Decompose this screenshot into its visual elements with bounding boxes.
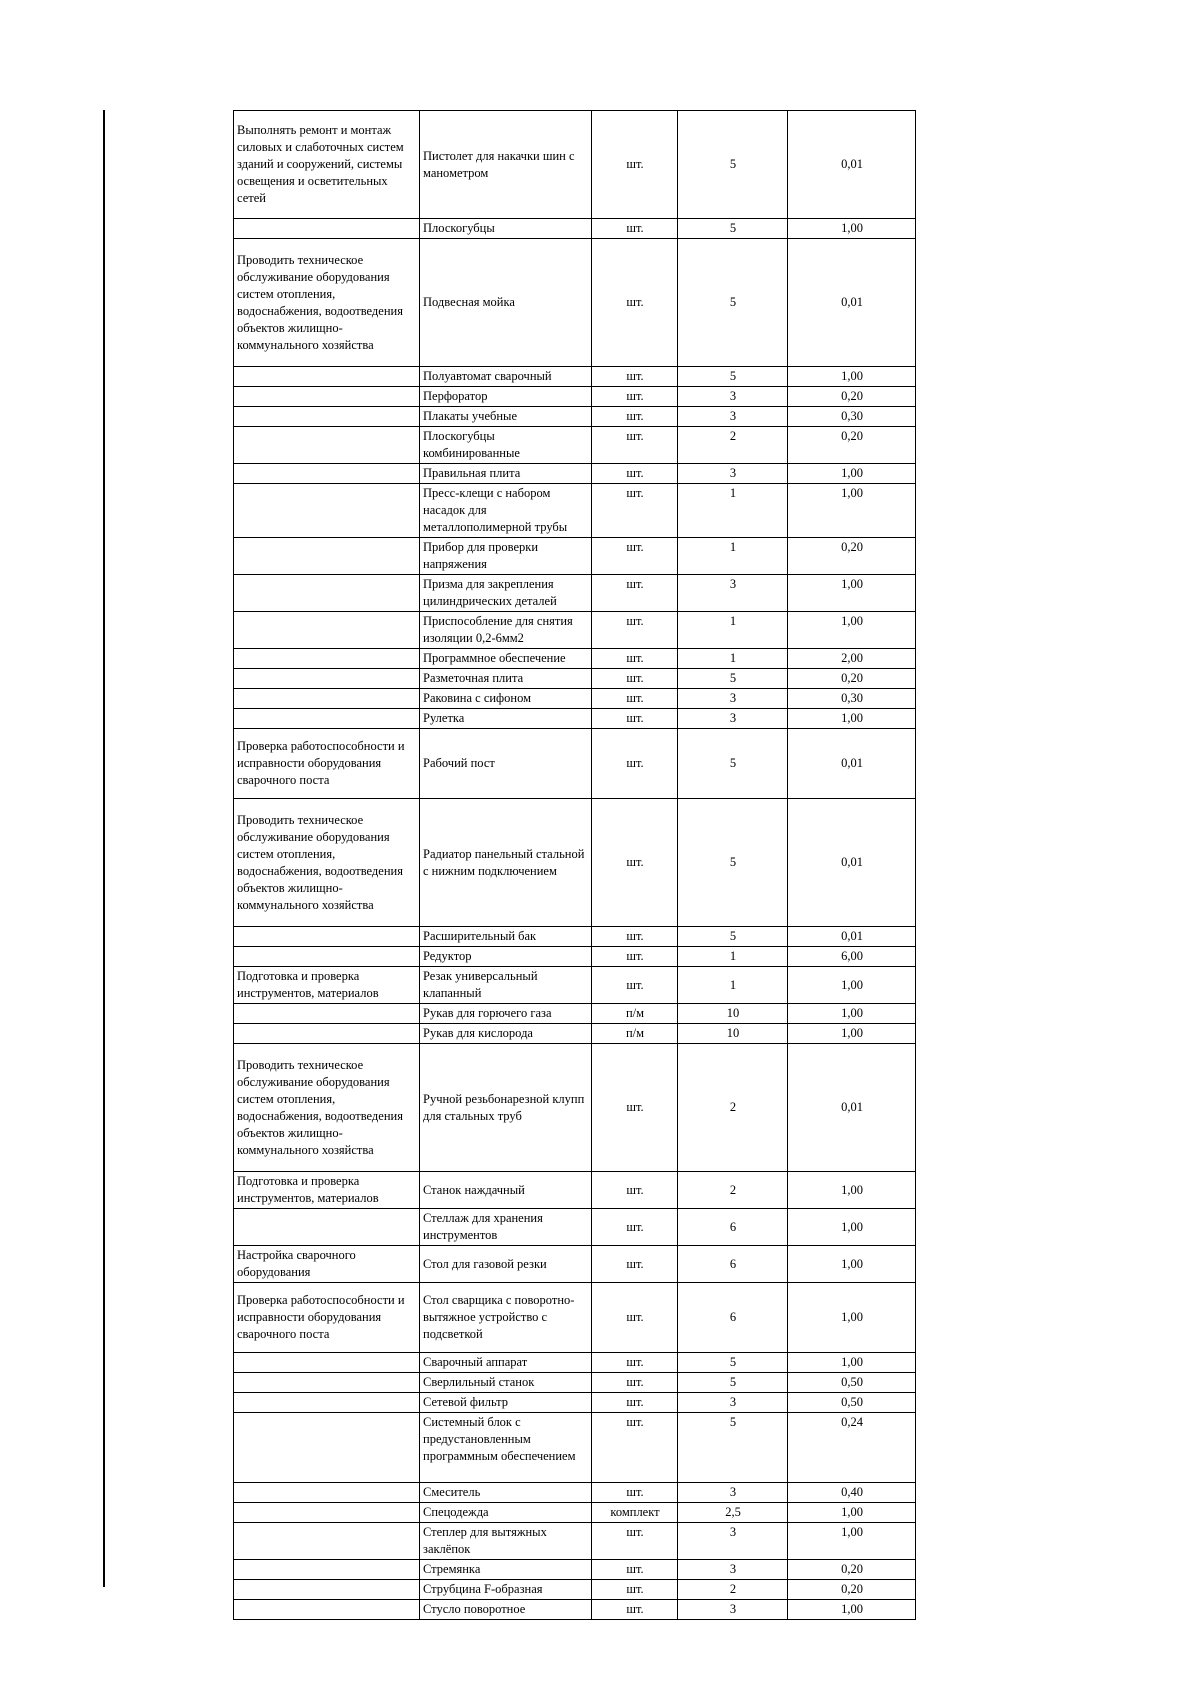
coefficient-cell: 1,00 bbox=[788, 1172, 916, 1209]
table-row bbox=[234, 239, 916, 367]
item-name-cell: Призма для закрепления цилиндрических деталей bbox=[420, 575, 592, 612]
item-name-cell: Стол для газовой резки bbox=[420, 1246, 592, 1283]
unit-cell: шт. bbox=[592, 709, 678, 729]
competency-cell bbox=[234, 1523, 420, 1560]
competency-text: Подготовка и проверка инструментов, материалов bbox=[237, 969, 379, 1000]
competency-cell bbox=[234, 1172, 420, 1209]
unit-cell: шт. bbox=[592, 464, 678, 484]
item-name-cell: Стол сварщика с поворотно-вытяжное устройство с подсветкой bbox=[420, 1283, 592, 1353]
competency-cell bbox=[234, 387, 420, 407]
item-name-cell: Стеллаж для хранения инструментов bbox=[420, 1209, 592, 1246]
quantity-cell: 3 bbox=[678, 689, 788, 709]
item-name-cell: Стремянка bbox=[420, 1560, 592, 1580]
coefficient-cell: 0,01 bbox=[788, 799, 916, 927]
unit-cell: шт. bbox=[592, 538, 678, 575]
item-name-cell: Плоскогубцы bbox=[420, 219, 592, 239]
unit-cell: шт. bbox=[592, 1413, 678, 1483]
item-name-cell: Пистолет для накачки шин с манометром bbox=[420, 111, 592, 219]
unit-cell: шт. bbox=[592, 669, 678, 689]
quantity-cell: 5 bbox=[678, 1373, 788, 1393]
quantity-cell: 1 bbox=[678, 967, 788, 1004]
unit-cell: шт. bbox=[592, 967, 678, 1004]
item-name-cell: Разметочная плита bbox=[420, 669, 592, 689]
unit-cell: шт. bbox=[592, 1353, 678, 1373]
unit-cell: шт. bbox=[592, 1283, 678, 1353]
quantity-cell: 1 bbox=[678, 484, 788, 538]
unit-cell: шт. bbox=[592, 1483, 678, 1503]
competency-cell bbox=[234, 367, 420, 387]
coefficient-cell: 1,00 bbox=[788, 967, 916, 1004]
competency-cell bbox=[234, 689, 420, 709]
item-name-cell: Подвесная мойка bbox=[420, 239, 592, 367]
item-name-cell: Правильная плита bbox=[420, 464, 592, 484]
competency-cell bbox=[234, 1373, 420, 1393]
coefficient-cell: 0,20 bbox=[788, 669, 916, 689]
coefficient-cell: 0,24 bbox=[788, 1413, 916, 1483]
competency-cell bbox=[234, 649, 420, 669]
competency-cell bbox=[234, 1024, 420, 1044]
item-name-cell: Системный блок с предустановленным программным обеспечением bbox=[420, 1413, 592, 1483]
table-row bbox=[234, 1413, 916, 1483]
unit-cell: шт. bbox=[592, 1523, 678, 1560]
table-row bbox=[234, 464, 916, 484]
item-name-cell: Рабочий пост bbox=[420, 729, 592, 799]
table-row bbox=[234, 967, 916, 1004]
quantity-cell: 5 bbox=[678, 669, 788, 689]
coefficient-cell: 1,00 bbox=[788, 367, 916, 387]
competency-cell bbox=[234, 239, 420, 367]
quantity-cell: 3 bbox=[678, 464, 788, 484]
coefficient-cell: 0,20 bbox=[788, 1580, 916, 1600]
quantity-cell: 5 bbox=[678, 927, 788, 947]
coefficient-cell: 1,00 bbox=[788, 575, 916, 612]
table-row bbox=[234, 612, 916, 649]
competency-text: Проводить техническое обслуживание оборудования систем отопления, водоснабжения, водоотведения объектов жилищно-коммунального хозяйства bbox=[237, 812, 403, 912]
competency-cell bbox=[234, 1413, 420, 1483]
competency-cell bbox=[234, 1246, 420, 1283]
item-name-cell: Пресс-клещи с набором насадок для металлополимерной трубы bbox=[420, 484, 592, 538]
competency-text: Проводить техническое обслуживание оборудования систем отопления, водоснабжения, водоотведения объектов жилищно-коммунального хозяйства bbox=[237, 252, 403, 352]
unit-cell: шт. bbox=[592, 219, 678, 239]
quantity-cell: 6 bbox=[678, 1209, 788, 1246]
competency-cell bbox=[234, 927, 420, 947]
coefficient-cell: 0,30 bbox=[788, 689, 916, 709]
coefficient-cell: 1,00 bbox=[788, 464, 916, 484]
unit-cell: шт. bbox=[592, 407, 678, 427]
unit-cell: шт. bbox=[592, 427, 678, 464]
quantity-cell: 5 bbox=[678, 219, 788, 239]
coefficient-cell: 0,20 bbox=[788, 1560, 916, 1580]
competency-cell bbox=[234, 709, 420, 729]
table-row bbox=[234, 669, 916, 689]
competency-text: Проверка работоспособности и исправности оборудования сварочного поста bbox=[237, 739, 405, 787]
unit-cell: шт. bbox=[592, 239, 678, 367]
quantity-cell: 1 bbox=[678, 649, 788, 669]
item-name-cell: Приспособление для снятия изоляции 0,2-6мм2 bbox=[420, 612, 592, 649]
table-row bbox=[234, 1172, 916, 1209]
unit-cell: шт. bbox=[592, 947, 678, 967]
competency-cell bbox=[234, 612, 420, 649]
table-row bbox=[234, 427, 916, 464]
quantity-cell: 5 bbox=[678, 729, 788, 799]
competency-cell bbox=[234, 1004, 420, 1024]
coefficient-cell: 0,20 bbox=[788, 538, 916, 575]
table-row bbox=[234, 1373, 916, 1393]
quantity-cell: 3 bbox=[678, 1600, 788, 1620]
competency-text: Настройка сварочного оборудования bbox=[237, 1248, 356, 1279]
competency-cell bbox=[234, 669, 420, 689]
coefficient-cell: 1,00 bbox=[788, 1353, 916, 1373]
quantity-cell: 2 bbox=[678, 1044, 788, 1172]
item-name-cell: Сверлильный станок bbox=[420, 1373, 592, 1393]
item-name-cell: Раковина с сифоном bbox=[420, 689, 592, 709]
table-row bbox=[234, 1600, 916, 1620]
item-name-cell: Сетевой фильтр bbox=[420, 1393, 592, 1413]
quantity-cell: 5 bbox=[678, 367, 788, 387]
unit-cell: шт. bbox=[592, 367, 678, 387]
table-row bbox=[234, 407, 916, 427]
coefficient-cell: 1,00 bbox=[788, 1523, 916, 1560]
item-name-cell: Ручной резьбонарезной клупп для стальных труб bbox=[420, 1044, 592, 1172]
table-row bbox=[234, 1560, 916, 1580]
item-name-cell: Рулетка bbox=[420, 709, 592, 729]
unit-cell: шт. bbox=[592, 1560, 678, 1580]
quantity-cell: 6 bbox=[678, 1246, 788, 1283]
quantity-cell: 3 bbox=[678, 1560, 788, 1580]
competency-cell bbox=[234, 1600, 420, 1620]
coefficient-cell: 0,50 bbox=[788, 1373, 916, 1393]
quantity-cell: 5 bbox=[678, 239, 788, 367]
competency-text: Проверка работоспособности и исправности оборудования сварочного поста bbox=[237, 1293, 405, 1341]
competency-text: Проводить техническое обслуживание оборудования систем отопления, водоснабжения, водоотведения объектов жилищно-коммунального хозяйства bbox=[237, 1057, 403, 1157]
quantity-cell: 5 bbox=[678, 111, 788, 219]
table-row bbox=[234, 1353, 916, 1373]
coefficient-cell: 1,00 bbox=[788, 1004, 916, 1024]
coefficient-cell: 0,20 bbox=[788, 387, 916, 407]
competency-cell bbox=[234, 1503, 420, 1523]
item-name-cell: Спецодежда bbox=[420, 1503, 592, 1523]
table-row bbox=[234, 1580, 916, 1600]
coefficient-cell: 2,00 bbox=[788, 649, 916, 669]
coefficient-cell: 1,00 bbox=[788, 1283, 916, 1353]
competency-cell bbox=[234, 1353, 420, 1373]
item-name-cell: Полуавтомат сварочный bbox=[420, 367, 592, 387]
unit-cell: шт. bbox=[592, 612, 678, 649]
quantity-cell: 3 bbox=[678, 387, 788, 407]
item-name-cell: Прибор для проверки напряжения bbox=[420, 538, 592, 575]
unit-cell: шт. bbox=[592, 1172, 678, 1209]
competency-cell bbox=[234, 484, 420, 538]
coefficient-cell: 1,00 bbox=[788, 1503, 916, 1523]
unit-cell: шт. bbox=[592, 1044, 678, 1172]
equipment-table bbox=[233, 110, 916, 1620]
competency-cell bbox=[234, 729, 420, 799]
table-row bbox=[234, 387, 916, 407]
quantity-cell: 2 bbox=[678, 1580, 788, 1600]
quantity-cell: 5 bbox=[678, 1413, 788, 1483]
coefficient-cell: 1,00 bbox=[788, 709, 916, 729]
unit-cell: шт. bbox=[592, 1373, 678, 1393]
competency-cell bbox=[234, 1209, 420, 1246]
competency-cell bbox=[234, 947, 420, 967]
competency-cell bbox=[234, 1044, 420, 1172]
equipment-table-body bbox=[234, 111, 916, 1620]
quantity-cell: 2,5 bbox=[678, 1503, 788, 1523]
table-row bbox=[234, 1523, 916, 1560]
item-name-cell: Стусло поворотное bbox=[420, 1600, 592, 1620]
item-name-cell: Перфоратор bbox=[420, 387, 592, 407]
quantity-cell: 3 bbox=[678, 407, 788, 427]
competency-text: Выполнять ремонт и монтаж силовых и слаботочных систем зданий и сооружений, системы освещения и осветительных сетей bbox=[237, 123, 404, 205]
table-row bbox=[234, 927, 916, 947]
item-name-cell: Радиатор панельный стальной с нижним подключением bbox=[420, 799, 592, 927]
competency-cell bbox=[234, 219, 420, 239]
quantity-cell: 3 bbox=[678, 1393, 788, 1413]
coefficient-cell: 1,00 bbox=[788, 1246, 916, 1283]
competency-cell bbox=[234, 538, 420, 575]
table-row bbox=[234, 1246, 916, 1283]
quantity-cell: 10 bbox=[678, 1024, 788, 1044]
quantity-cell: 6 bbox=[678, 1283, 788, 1353]
coefficient-cell: 0,01 bbox=[788, 729, 916, 799]
coefficient-cell: 0,01 bbox=[788, 1044, 916, 1172]
item-name-cell: Плоскогубцы комбинированные bbox=[420, 427, 592, 464]
unit-cell: шт. bbox=[592, 1209, 678, 1246]
coefficient-cell: 0,01 bbox=[788, 239, 916, 367]
unit-cell: шт. bbox=[592, 1393, 678, 1413]
quantity-cell: 3 bbox=[678, 709, 788, 729]
quantity-cell: 1 bbox=[678, 538, 788, 575]
competency-cell bbox=[234, 1580, 420, 1600]
table-row bbox=[234, 799, 916, 927]
table-row bbox=[234, 1283, 916, 1353]
item-name-cell: Сварочный аппарат bbox=[420, 1353, 592, 1373]
quantity-cell: 3 bbox=[678, 1483, 788, 1503]
unit-cell: комплект bbox=[592, 1503, 678, 1523]
table-row bbox=[234, 575, 916, 612]
quantity-cell: 1 bbox=[678, 947, 788, 967]
competency-text: Подготовка и проверка инструментов, материалов bbox=[237, 1174, 379, 1205]
coefficient-cell: 0,50 bbox=[788, 1393, 916, 1413]
competency-cell bbox=[234, 575, 420, 612]
table-row bbox=[234, 219, 916, 239]
quantity-cell: 2 bbox=[678, 427, 788, 464]
coefficient-cell: 1,00 bbox=[788, 612, 916, 649]
table-row bbox=[234, 538, 916, 575]
competency-cell bbox=[234, 407, 420, 427]
coefficient-cell: 1,00 bbox=[788, 219, 916, 239]
item-name-cell: Рукав для кислорода bbox=[420, 1024, 592, 1044]
unit-cell: шт. bbox=[592, 649, 678, 669]
table-row bbox=[234, 947, 916, 967]
item-name-cell: Рукав для горючего газа bbox=[420, 1004, 592, 1024]
unit-cell: шт. bbox=[592, 799, 678, 927]
table-row bbox=[234, 1044, 916, 1172]
item-name-cell: Станок наждачный bbox=[420, 1172, 592, 1209]
item-name-cell: Степлер для вытяжных заклёпок bbox=[420, 1523, 592, 1560]
table-row bbox=[234, 1209, 916, 1246]
competency-cell bbox=[234, 967, 420, 1004]
unit-cell: шт. bbox=[592, 689, 678, 709]
quantity-cell: 5 bbox=[678, 1353, 788, 1373]
quantity-cell: 10 bbox=[678, 1004, 788, 1024]
table-row bbox=[234, 1024, 916, 1044]
item-name-cell: Программное обеспечение bbox=[420, 649, 592, 669]
coefficient-cell: 0,40 bbox=[788, 1483, 916, 1503]
unit-cell: шт. bbox=[592, 1600, 678, 1620]
competency-cell bbox=[234, 799, 420, 927]
table-row bbox=[234, 1393, 916, 1413]
competency-cell bbox=[234, 464, 420, 484]
coefficient-cell: 0,01 bbox=[788, 927, 916, 947]
table-row bbox=[234, 484, 916, 538]
coefficient-cell: 1,00 bbox=[788, 1209, 916, 1246]
item-name-cell: Расширительный бак bbox=[420, 927, 592, 947]
unit-cell: шт. bbox=[592, 387, 678, 407]
left-margin-rule bbox=[103, 110, 105, 1587]
competency-cell bbox=[234, 1483, 420, 1503]
unit-cell: п/м bbox=[592, 1024, 678, 1044]
table-row bbox=[234, 649, 916, 669]
item-name-cell: Редуктор bbox=[420, 947, 592, 967]
item-name-cell: Резак универсальный клапанный bbox=[420, 967, 592, 1004]
table-row bbox=[234, 1004, 916, 1024]
unit-cell: шт. bbox=[592, 575, 678, 612]
competency-cell bbox=[234, 427, 420, 464]
table-row bbox=[234, 709, 916, 729]
table-row bbox=[234, 689, 916, 709]
quantity-cell: 2 bbox=[678, 1172, 788, 1209]
quantity-cell: 1 bbox=[678, 612, 788, 649]
unit-cell: шт. bbox=[592, 927, 678, 947]
coefficient-cell: 0,20 bbox=[788, 427, 916, 464]
unit-cell: шт. bbox=[592, 1246, 678, 1283]
table-row bbox=[234, 729, 916, 799]
unit-cell: шт. bbox=[592, 729, 678, 799]
competency-cell bbox=[234, 111, 420, 219]
table-row bbox=[234, 367, 916, 387]
coefficient-cell: 0,01 bbox=[788, 111, 916, 219]
competency-cell bbox=[234, 1283, 420, 1353]
coefficient-cell: 1,00 bbox=[788, 1600, 916, 1620]
quantity-cell: 3 bbox=[678, 1523, 788, 1560]
unit-cell: шт. bbox=[592, 1580, 678, 1600]
competency-cell bbox=[234, 1393, 420, 1413]
item-name-cell: Плакаты учебные bbox=[420, 407, 592, 427]
coefficient-cell: 1,00 bbox=[788, 484, 916, 538]
table-row bbox=[234, 1503, 916, 1523]
competency-cell bbox=[234, 1560, 420, 1580]
coefficient-cell: 1,00 bbox=[788, 1024, 916, 1044]
unit-cell: п/м bbox=[592, 1004, 678, 1024]
unit-cell: шт. bbox=[592, 111, 678, 219]
table-row bbox=[234, 111, 916, 219]
unit-cell: шт. bbox=[592, 484, 678, 538]
item-name-cell: Струбцина F-образная bbox=[420, 1580, 592, 1600]
coefficient-cell: 6,00 bbox=[788, 947, 916, 967]
table-row bbox=[234, 1483, 916, 1503]
item-name-cell: Смеситель bbox=[420, 1483, 592, 1503]
coefficient-cell: 0,30 bbox=[788, 407, 916, 427]
quantity-cell: 5 bbox=[678, 799, 788, 927]
quantity-cell: 3 bbox=[678, 575, 788, 612]
